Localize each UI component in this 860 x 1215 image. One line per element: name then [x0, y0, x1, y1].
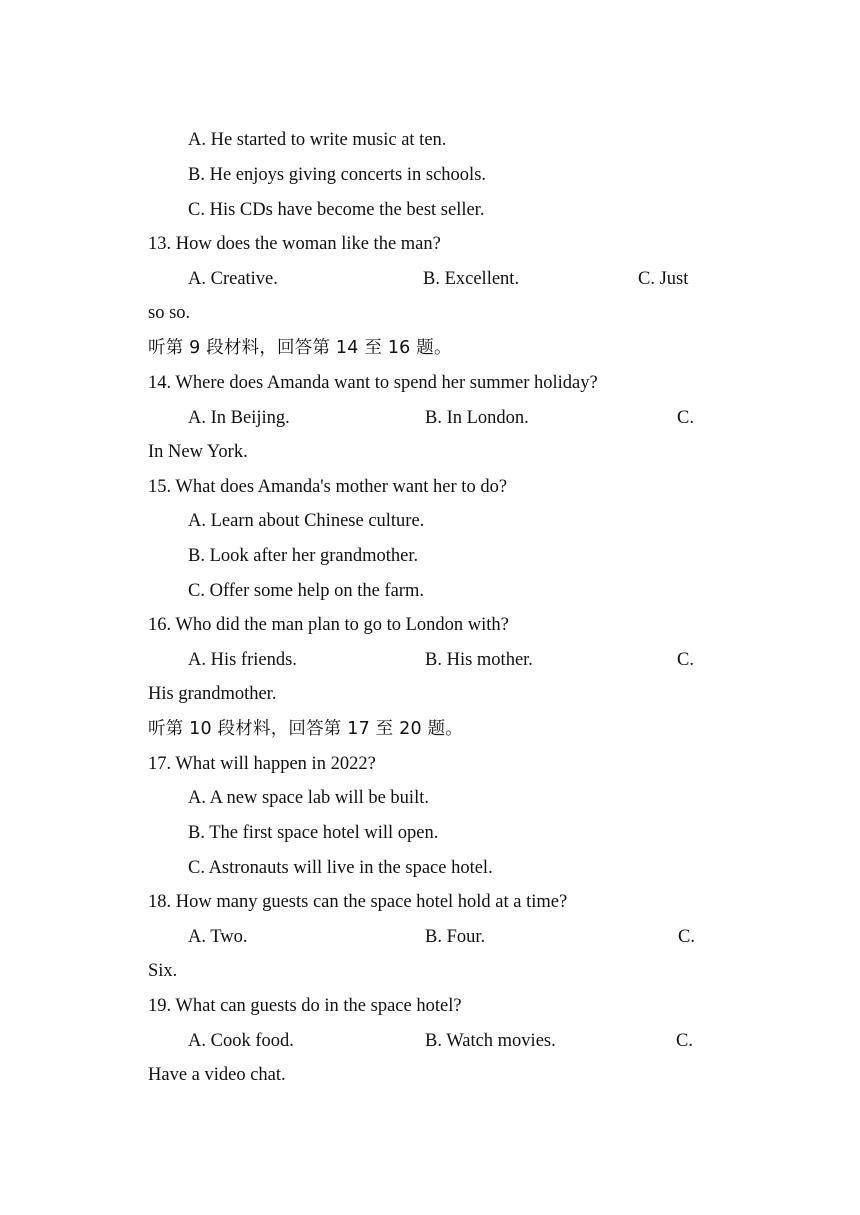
option-c-continued: Have a video chat. — [148, 1065, 286, 1085]
option-a: A. Learn about Chinese culture. — [188, 511, 425, 531]
option-c: C. Offer some help on the farm. — [188, 581, 424, 601]
option-a: A. Cook food. — [188, 1031, 294, 1051]
question-15: 15. What does Amanda's mother want her to do? — [148, 477, 508, 497]
option-b: B. Watch movies. — [425, 1031, 556, 1051]
section-heading: 听第 9 段材料，回答第 14 至 16 题。 — [148, 338, 452, 358]
question-18: 18. How many guests can the space hotel hold at a time? — [148, 892, 568, 912]
question-17: 17. What will happen in 2022? — [148, 754, 376, 774]
question-16: 16. Who did the man plan to go to London with? — [148, 615, 509, 635]
option-line: A. He started to write music at ten. — [188, 130, 447, 150]
option-b: B. Four. — [425, 927, 486, 947]
option-a: A. Creative. — [188, 269, 278, 289]
option-c-continued: Six. — [148, 961, 178, 981]
option-a: A. His friends. — [188, 650, 297, 670]
option-a: A. Two. — [188, 927, 248, 947]
option-b: B. His mother. — [425, 650, 533, 670]
option-c: C. — [677, 408, 694, 428]
option-c: C. — [677, 650, 694, 670]
option-a: A. In Beijing. — [188, 408, 290, 428]
option-line: B. He enjoys giving concerts in schools. — [188, 165, 487, 185]
option-c: C. — [678, 927, 695, 947]
option-b: B. Look after her grandmother. — [188, 546, 419, 566]
option-b: B. In London. — [425, 408, 529, 428]
option-b: B. The first space hotel will open. — [188, 823, 439, 843]
option-a: A. A new space lab will be built. — [188, 788, 429, 808]
option-c-continued: His grandmother. — [148, 684, 277, 704]
option-c: C. Astronauts will live in the space hotel. — [188, 858, 493, 878]
option-c: C. Just — [638, 269, 689, 289]
option-c: C. — [676, 1031, 693, 1051]
option-c-continued: In New York. — [148, 442, 248, 462]
option-line: C. His CDs have become the best seller. — [188, 200, 485, 220]
question-14: 14. Where does Amanda want to spend her summer holiday? — [148, 373, 598, 393]
option-c-continued: so so. — [148, 303, 191, 323]
question-19: 19. What can guests do in the space hotel? — [148, 996, 462, 1016]
section-heading: 听第 10 段材料，回答第 17 至 20 题。 — [148, 719, 463, 739]
option-b: B. Excellent. — [423, 269, 520, 289]
question-13: 13. How does the woman like the man? — [148, 234, 441, 254]
